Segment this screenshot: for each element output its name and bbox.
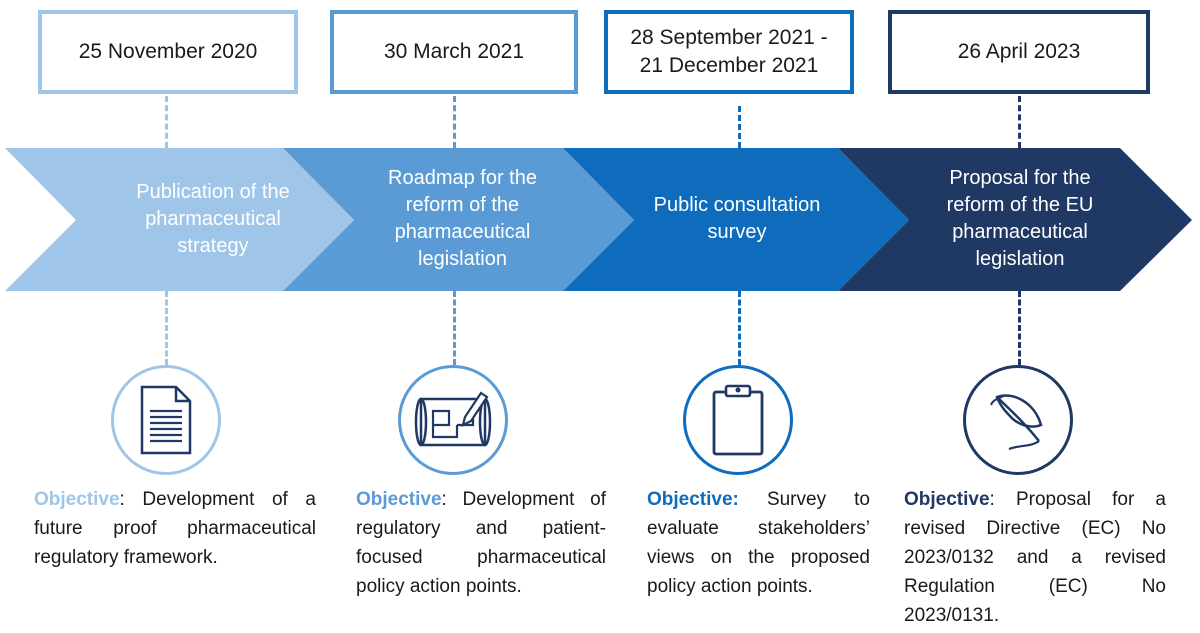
- objective-body-3: Survey to evaluate stakeholders’ views on the proposed policy action points.: [647, 489, 870, 597]
- objective-body-1: : Development of a future proof pharmaceutical regulatory framework.: [34, 489, 316, 568]
- quill-feather-icon: [983, 385, 1053, 455]
- date-label-4: 26 April 2023: [957, 40, 1081, 63]
- date-label-2: 30 March 2021: [383, 40, 525, 63]
- objective-label-2: Objective: [356, 489, 442, 510]
- objective-text-3: [647, 485, 870, 601]
- objective-body-4: : Proposal for a revised Directive (EC) No 2023/0132 and a revised Regulation (EC) No 2023/0131.: [904, 489, 1166, 626]
- clipboard-icon: [708, 382, 768, 458]
- phase-title-2: Roadmap for the reform of the pharmaceutical legislation: [388, 167, 537, 270]
- blueprint-pencil-icon: [413, 385, 493, 455]
- objective-body-2: : Development of regulatory and patient-focused pharmaceutical policy action points.: [356, 489, 606, 597]
- objective-text-2: [356, 485, 606, 601]
- date-label-1: 25 November 2020: [78, 40, 258, 63]
- objective-label-1: Objective: [34, 489, 120, 510]
- icon-circle-3: [683, 365, 793, 475]
- phase-title-1: Publication of the pharmaceutical strategy: [136, 180, 290, 257]
- objective-text-1: [34, 485, 316, 572]
- objective-text-4: [904, 485, 1166, 630]
- icon-circle-2: [398, 365, 508, 475]
- date-label-3: 28 September 2021 - 21 December 2021: [630, 26, 828, 77]
- phase-title-3: Public consultation survey: [653, 194, 821, 243]
- objective-label-3: Objective:: [647, 489, 739, 510]
- icon-circle-1: [111, 365, 221, 475]
- document-icon: [136, 385, 196, 455]
- icon-circle-4: [963, 365, 1073, 475]
- objective-label-4: Objective: [904, 489, 990, 510]
- phase-title-4: Proposal for the reform of the EU pharmaceutical legislation: [946, 167, 1094, 270]
